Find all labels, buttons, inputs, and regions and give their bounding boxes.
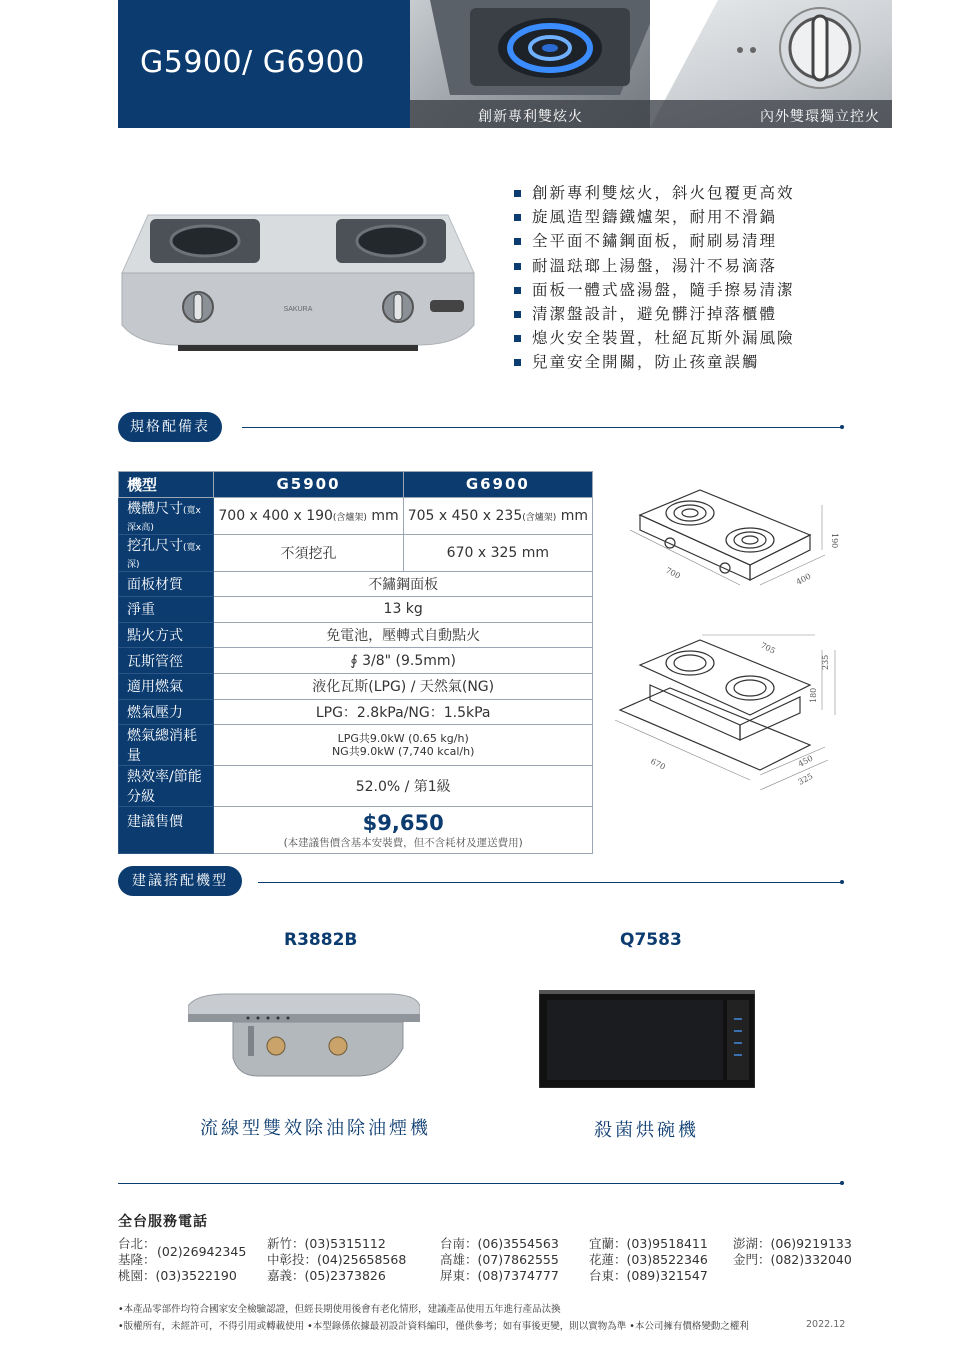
price: $9,650 — [362, 811, 444, 836]
feature-list — [512, 181, 795, 375]
dim-depth: 400 — [794, 571, 813, 587]
phone-keelung-label: 基隆： — [118, 1252, 156, 1267]
phone-taipei-label: 台北： — [118, 1236, 156, 1251]
dim-width: 700 — [664, 565, 682, 581]
product-desc-dryer: 殺菌烘碗機 — [594, 1120, 699, 1141]
phone-kinmen: 金門：(082)332040 — [733, 1252, 852, 1267]
phone-yilan: 宜蘭：(03)9518411 — [589, 1236, 708, 1251]
table-row: 瓦斯管徑 ∮ 3/8" (9.5mm) — [119, 648, 593, 674]
feature-item: 兒童安全開關，防止孩童誤觸 — [512, 350, 795, 374]
phone-taitung: 台東：(089)321547 — [589, 1268, 708, 1283]
phone-taoyuan: 桃園：(03)3522190 — [118, 1268, 237, 1283]
section-divider — [258, 882, 842, 883]
caption-dual-flame: 創新專利雙炫火 — [478, 109, 583, 125]
caption-dual-ring: 內外雙環獨立控火 — [760, 109, 880, 125]
divider-dot — [840, 880, 844, 884]
hood-photo — [188, 988, 420, 1084]
table-row: 機體尺寸(寬x深x高) 700 x 400 x 190(含爐架) mm 705 x 450 x 235(含爐架) mm — [119, 497, 593, 534]
phone-tainan: 台南：(06)3554563 — [440, 1236, 559, 1251]
stove-photo — [118, 205, 478, 359]
phone-kaohsiung: 高雄：(07)7862555 — [440, 1252, 559, 1267]
phone-taipei-keelung: (02)26942345 — [157, 1244, 247, 1259]
feature-item: 面板一體式盛湯盤，隨手擦易清潔 — [512, 278, 795, 302]
table-row: 燃氣壓力 LPG：2.8kPa/NG：1.5kPa — [119, 699, 593, 725]
footer-note-2: •版權所有，未經許可，不得引用或轉載使用 •本型錄係依據最初設計資料編印，僅供參考；如有事後更變，則以實物為準 •本公司擁有價格變動之權利 — [118, 1321, 749, 1332]
feature-item: 創新專利雙炫火，斜火包覆更高效 — [512, 181, 795, 205]
product-model-r3882b: R3882B — [284, 930, 358, 950]
section-divider — [118, 1183, 842, 1184]
table-row: 建議售價 $9,650 (本建議售價含基本安裝費，但不含耗材及運送費用) — [119, 807, 593, 854]
divider-dot — [840, 1181, 844, 1185]
feature-item: 旋風造型鑄鐵爐架，耐用不滑鍋 — [512, 205, 795, 229]
phone-taichung: 中彰投：(04)25658568 — [267, 1252, 407, 1267]
phone-penghu: 澎湖：(06)9219133 — [733, 1236, 852, 1251]
phone-hualien: 花蓮：(03)8522346 — [589, 1252, 708, 1267]
dim-width2: 705 — [759, 640, 777, 656]
dish-dryer-photo — [539, 990, 755, 1092]
phone-chiayi: 嘉義：(05)2373826 — [267, 1268, 386, 1283]
dim-inner-height: 180 — [809, 687, 818, 703]
dim-height: 190 — [830, 533, 839, 549]
feature-item: 熄火安全裝置，杜絕瓦斯外漏風險 — [512, 326, 795, 350]
table-row: 點火方式 免電池，壓轉式自動點火 — [119, 622, 593, 648]
dim-hole-depth: 325 — [796, 771, 815, 787]
table-row: 面板材質 不鏽鋼面板 — [119, 571, 593, 597]
dim-depth2: 450 — [796, 753, 815, 769]
divider-dot — [840, 425, 844, 429]
page-title: G5900/ G6900 — [140, 45, 365, 80]
dim-hole-width: 670 — [649, 756, 667, 772]
product-desc-hood: 流線型雙效除油除油煙機 — [200, 1118, 431, 1139]
table-head-g5900: G5900 — [214, 472, 403, 498]
stove-drawing — [610, 475, 850, 809]
spec-table — [118, 471, 593, 854]
feature-item: 全平面不鏽鋼面板，耐刷易清理 — [512, 229, 795, 253]
dim-height2: 235 — [821, 654, 830, 670]
table-row: 燃氣總消耗量 LPG共9.0kW (0.65 kg/h) NG共9.0kW (7,740 kcal/h) — [119, 725, 593, 766]
feature-item: 清潔盤設計，避免髒汙掉落櫃體 — [512, 302, 795, 326]
phone-pingtung: 屏東：(08)7374777 — [440, 1268, 559, 1283]
table-row: 淨重 13 kg — [119, 597, 593, 623]
match-section-label: 建議搭配機型 — [118, 866, 242, 896]
table-row: 熱效率/節能分級 52.0% / 第1級 — [119, 766, 593, 807]
phone-hsinchu: 新竹：(03)5315112 — [267, 1236, 386, 1251]
section-divider — [242, 427, 842, 428]
svg-text:SAKURA: SAKURA — [283, 306, 313, 313]
feature-item: 耐溫琺瑯上湯盤，湯汁不易滴落 — [512, 254, 795, 278]
table-head-model: 機型 — [119, 472, 214, 498]
product-model-q7583: Q7583 — [620, 930, 682, 950]
footer-date: 2022.12 — [806, 1319, 846, 1330]
service-title: 全台服務電話 — [118, 1214, 208, 1230]
table-row: 適用燃氣 液化瓦斯(LPG) / 天然氣(NG) — [119, 673, 593, 699]
table-row: 挖孔尺寸(寬x深) 不須挖孔 670 x 325 mm — [119, 534, 593, 571]
table-head-g6900: G6900 — [403, 472, 592, 498]
spec-section-label: 規格配備表 — [118, 412, 222, 442]
footer-note-1: •本產品零部件均符合國家安全檢驗認證，但經長期使用後會有老化情形，建議產品使用五年進行產品汰換 — [118, 1304, 561, 1315]
